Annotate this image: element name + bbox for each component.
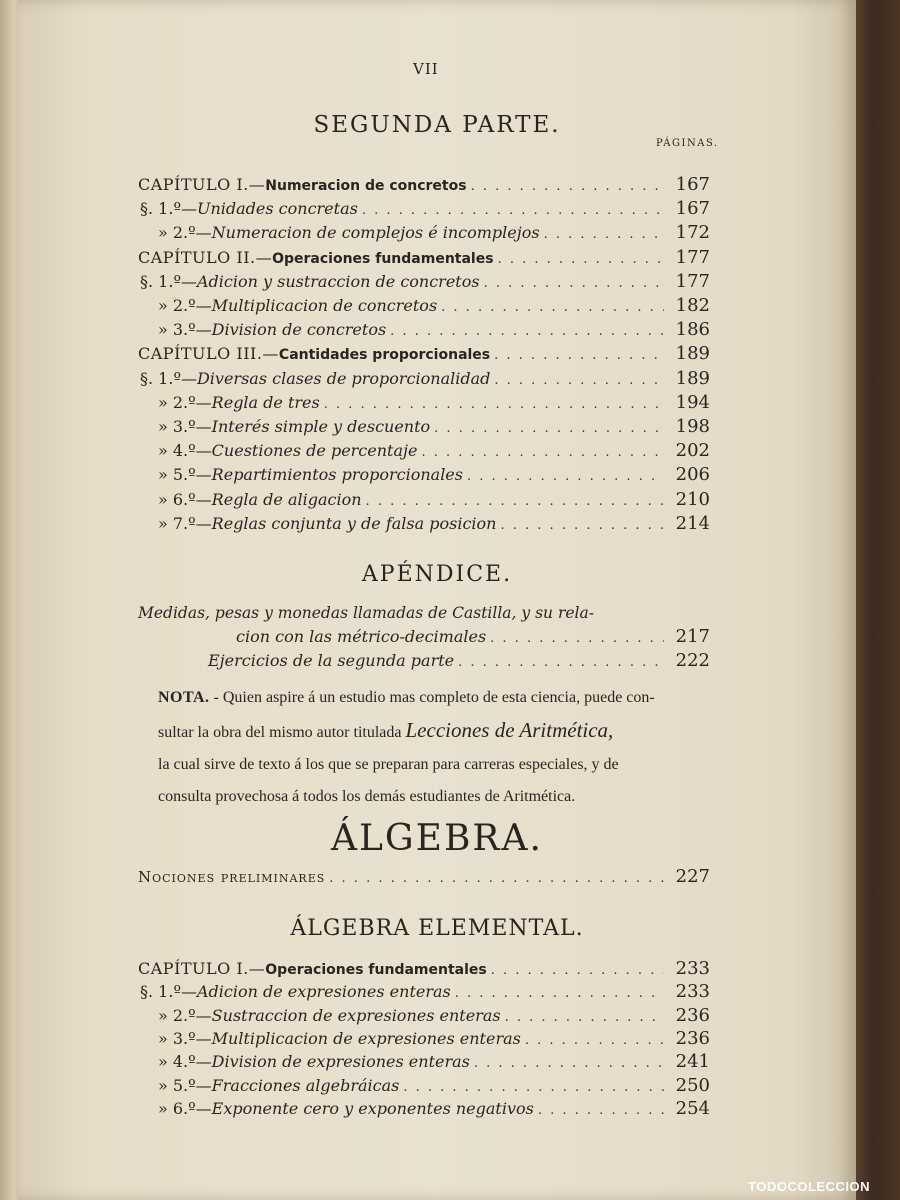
- entry-prefix: §. 1.º—: [140, 199, 197, 219]
- part-title: SEGUNDA PARTE.: [313, 112, 561, 138]
- entry-page: 177: [675, 270, 710, 292]
- leader-dots: [494, 373, 664, 388]
- entry-label: [138, 1052, 470, 1071]
- leader-dots: [324, 397, 664, 412]
- leader-dots: [500, 518, 664, 533]
- entry-title: Diversas clases de proporcionalidad: [196, 368, 491, 388]
- entry-prefix: CAPÍTULO III.—: [138, 344, 279, 364]
- apendice-line-1: Medidas, pesas y monedas llamadas de Castilla, y su rela-: [138, 604, 594, 622]
- entry-page: 189: [675, 367, 710, 389]
- entry-page: 182: [675, 295, 710, 316]
- leader-dots: [525, 1033, 664, 1048]
- entry-page: 236: [675, 1004, 710, 1026]
- entry-title: Ejercicios de la segunda parte: [208, 651, 455, 670]
- toc-entry: [138, 198, 710, 220]
- entry-prefix: §. 1.º—: [140, 368, 197, 388]
- leader-dots: [491, 963, 664, 978]
- entry-title: Interés simple y descuento: [211, 417, 431, 436]
- entry-title: Division de expresiones enteras: [211, 1052, 470, 1072]
- toc-entry: [138, 513, 710, 535]
- toc-entry: [138, 295, 710, 317]
- entry-prefix: » 4.º—: [158, 441, 212, 461]
- leader-dots: [458, 655, 664, 670]
- toc-entry: [138, 416, 710, 438]
- entry-title: Operaciones fundamentales: [272, 250, 494, 267]
- entry-label: [138, 441, 417, 460]
- entry-title: Exponente cero y exponentes negativos: [211, 1098, 534, 1118]
- entry-prefix: » 2.º—: [158, 223, 212, 243]
- entry-label: [138, 320, 386, 339]
- entry-prefix: » 2.º—: [158, 392, 212, 412]
- algebra-elemental-title: ÁLGEBRA ELEMENTAL.: [290, 916, 584, 941]
- entry-prefix: CAPÍTULO II.—: [138, 247, 273, 267]
- entry-page: 233: [675, 981, 710, 1003]
- apendice-title: APÉNDICE.: [361, 562, 513, 587]
- entry-page: 189: [675, 343, 710, 365]
- toc-entry: [138, 1051, 710, 1073]
- entry-page: 254: [675, 1097, 710, 1119]
- entry-page: 194: [675, 391, 710, 413]
- toc-entry: [138, 958, 710, 980]
- entry-page: 210: [675, 488, 710, 510]
- entry-label: [138, 1076, 399, 1095]
- entry-prefix: » 5.º—: [158, 1075, 212, 1095]
- entry-page: 177: [675, 246, 710, 268]
- entry-title: Multiplicacion de concretos: [211, 296, 438, 315]
- page-number: VII: [413, 60, 439, 78]
- entry-prefix: » 6.º—: [158, 489, 212, 509]
- entry-title: Repartimientos proporcionales: [211, 465, 463, 485]
- entry-title: Cantidades proporcionales: [278, 347, 491, 364]
- entry-label: [138, 223, 540, 242]
- entry-label: [138, 1099, 534, 1118]
- entry-page: 167: [675, 174, 710, 195]
- entry-label: [138, 1029, 521, 1048]
- toc-entry: [138, 392, 710, 414]
- entry-prefix: » 4.º—: [158, 1052, 212, 1072]
- entry-prefix: §. 1.º—: [140, 982, 197, 1002]
- toc-entry: [138, 1098, 710, 1120]
- leader-dots: [434, 421, 664, 436]
- leader-dots: [421, 445, 664, 460]
- nociones-entry: [138, 866, 710, 888]
- leader-dots: [329, 871, 664, 886]
- leader-dots: [490, 631, 664, 646]
- entry-label: [138, 465, 463, 484]
- leader-dots: [403, 1080, 664, 1095]
- entry-title: Cuestiones de percentaje: [211, 441, 418, 461]
- toc-entry: [138, 1028, 710, 1050]
- entry-page: 202: [675, 440, 710, 462]
- entry-title: Adicion y sustraccion de concretos: [196, 271, 480, 291]
- entry-title: cion con las métrico-decimales: [236, 627, 487, 646]
- leader-dots: [505, 1010, 664, 1025]
- leader-dots: [498, 252, 664, 267]
- entry-label: [138, 272, 480, 291]
- watermark: TODOCOLECCION: [748, 1179, 870, 1194]
- entry-label: [138, 296, 437, 315]
- entry-title: Reglas conjunta y de falsa posicion: [211, 513, 497, 533]
- entry-page: 214: [675, 512, 710, 534]
- background-edge: [856, 0, 900, 1200]
- nota-line-3: la cual sirve de texto á los que se preparan para carreras especiales, y de: [158, 756, 619, 773]
- entry-title: Numeracion de concretos: [265, 178, 467, 194]
- entry-title: Fracciones algebráicas: [211, 1075, 400, 1095]
- leader-dots: [544, 227, 664, 242]
- entry-title: Multiplicacion de expresiones enteras: [211, 1028, 521, 1048]
- nota-line-1: - Quien aspire á un estudio mas completo de esta ciencia, puede con-: [209, 689, 655, 706]
- book-page: [18, 0, 856, 1200]
- entry-prefix: » 3.º—: [158, 417, 212, 436]
- entry-label: [138, 369, 490, 388]
- entry-page: 233: [675, 958, 710, 979]
- entry-prefix: » 3.º—: [158, 1028, 212, 1048]
- toc-entry: [138, 271, 710, 293]
- toc-entry: [138, 343, 710, 365]
- leader-dots: [494, 348, 664, 363]
- toc-entry: [138, 1075, 710, 1097]
- leader-dots: [467, 469, 664, 484]
- leader-dots: [471, 179, 664, 194]
- entry-page: 241: [675, 1051, 710, 1073]
- toc-entry: [138, 174, 710, 196]
- entry-prefix: CAPÍTULO I.—: [138, 959, 266, 978]
- leader-dots: [455, 986, 664, 1001]
- entry-label: [138, 1006, 501, 1025]
- leader-dots: [362, 203, 664, 218]
- toc-entry: [138, 1005, 710, 1027]
- toc-entry: [138, 440, 710, 462]
- entry-prefix: » 5.º—: [158, 465, 212, 485]
- paginas-label: PÁGINAS.: [656, 138, 719, 149]
- leader-dots: [390, 324, 664, 339]
- entry-prefix: CAPÍTULO I.—: [138, 175, 266, 194]
- entry-label: [138, 982, 451, 1001]
- leader-dots: [474, 1056, 664, 1071]
- entry-title: Numeracion de complejos é incomplejos: [211, 223, 540, 243]
- entry-page: 167: [675, 198, 710, 220]
- entry-prefix: §. 1.º—: [140, 271, 197, 291]
- entry-page: 250: [675, 1074, 710, 1096]
- entry-title: Sustraccion de expresiones enteras: [211, 1005, 501, 1025]
- entry-prefix: » 6.º—: [158, 1098, 212, 1118]
- entry-prefix: » 7.º—: [158, 513, 212, 533]
- nota-paragraph: [158, 682, 718, 813]
- toc-entry: [138, 368, 710, 390]
- leader-dots: [484, 276, 664, 291]
- nota-book-title: Lecciones de Aritmética,: [405, 718, 614, 742]
- entry-title: Division de concretos: [211, 320, 387, 340]
- entry-page: 227: [675, 866, 710, 887]
- entry-label: [138, 514, 496, 533]
- entry-title: Operaciones fundamentales: [265, 962, 487, 978]
- entry-label: [138, 248, 494, 267]
- entry-label: [138, 175, 467, 194]
- apendice-entry-medidas: [236, 626, 710, 648]
- entry-title: Regla de tres: [211, 392, 320, 412]
- entry-label: [138, 199, 358, 218]
- toc-entry: [138, 222, 710, 244]
- algebra-title: ÁLGEBRA.: [331, 818, 543, 859]
- entry-title: Adicion de expresiones enteras: [196, 982, 451, 1002]
- leader-dots: [366, 494, 664, 509]
- entry-title: Nociones preliminares: [138, 868, 326, 886]
- apendice-entry-ejercicios: [208, 650, 710, 672]
- entry-title: Unidades concretas: [196, 199, 358, 219]
- nota-label: NOTA.: [158, 689, 210, 706]
- entry-page: 186: [675, 319, 710, 341]
- entry-page: 198: [675, 416, 710, 437]
- entry-label: [138, 490, 362, 509]
- entry-label: [138, 417, 430, 436]
- toc-entry: [138, 981, 710, 1003]
- entry-label: [138, 344, 490, 363]
- entry-page: 206: [675, 464, 710, 486]
- toc-entry: [138, 464, 710, 486]
- nota-line-4: consulta provechosa á todos los demás estudiantes de Aritmética.: [158, 788, 576, 805]
- entry-title: Regla de aligacion: [211, 489, 362, 509]
- toc-entry: [138, 319, 710, 341]
- entry-prefix: » 3.º—: [158, 320, 212, 340]
- entry-prefix: » 2.º—: [158, 1005, 212, 1025]
- nota-line-2: sultar la obra del mismo autor titulada: [158, 724, 406, 741]
- entry-page: 217: [675, 626, 710, 647]
- leader-dots: [538, 1103, 664, 1118]
- entry-label: [138, 393, 320, 412]
- page-content: [18, 0, 856, 1200]
- entry-page: 236: [675, 1027, 710, 1049]
- toc-entry: [138, 489, 710, 511]
- leader-dots: [441, 300, 664, 315]
- entry-page: 222: [675, 650, 710, 671]
- entry-prefix: » 2.º—: [158, 296, 212, 315]
- entry-page: 172: [675, 222, 710, 244]
- toc-entry: [138, 247, 710, 269]
- entry-label: [138, 959, 487, 978]
